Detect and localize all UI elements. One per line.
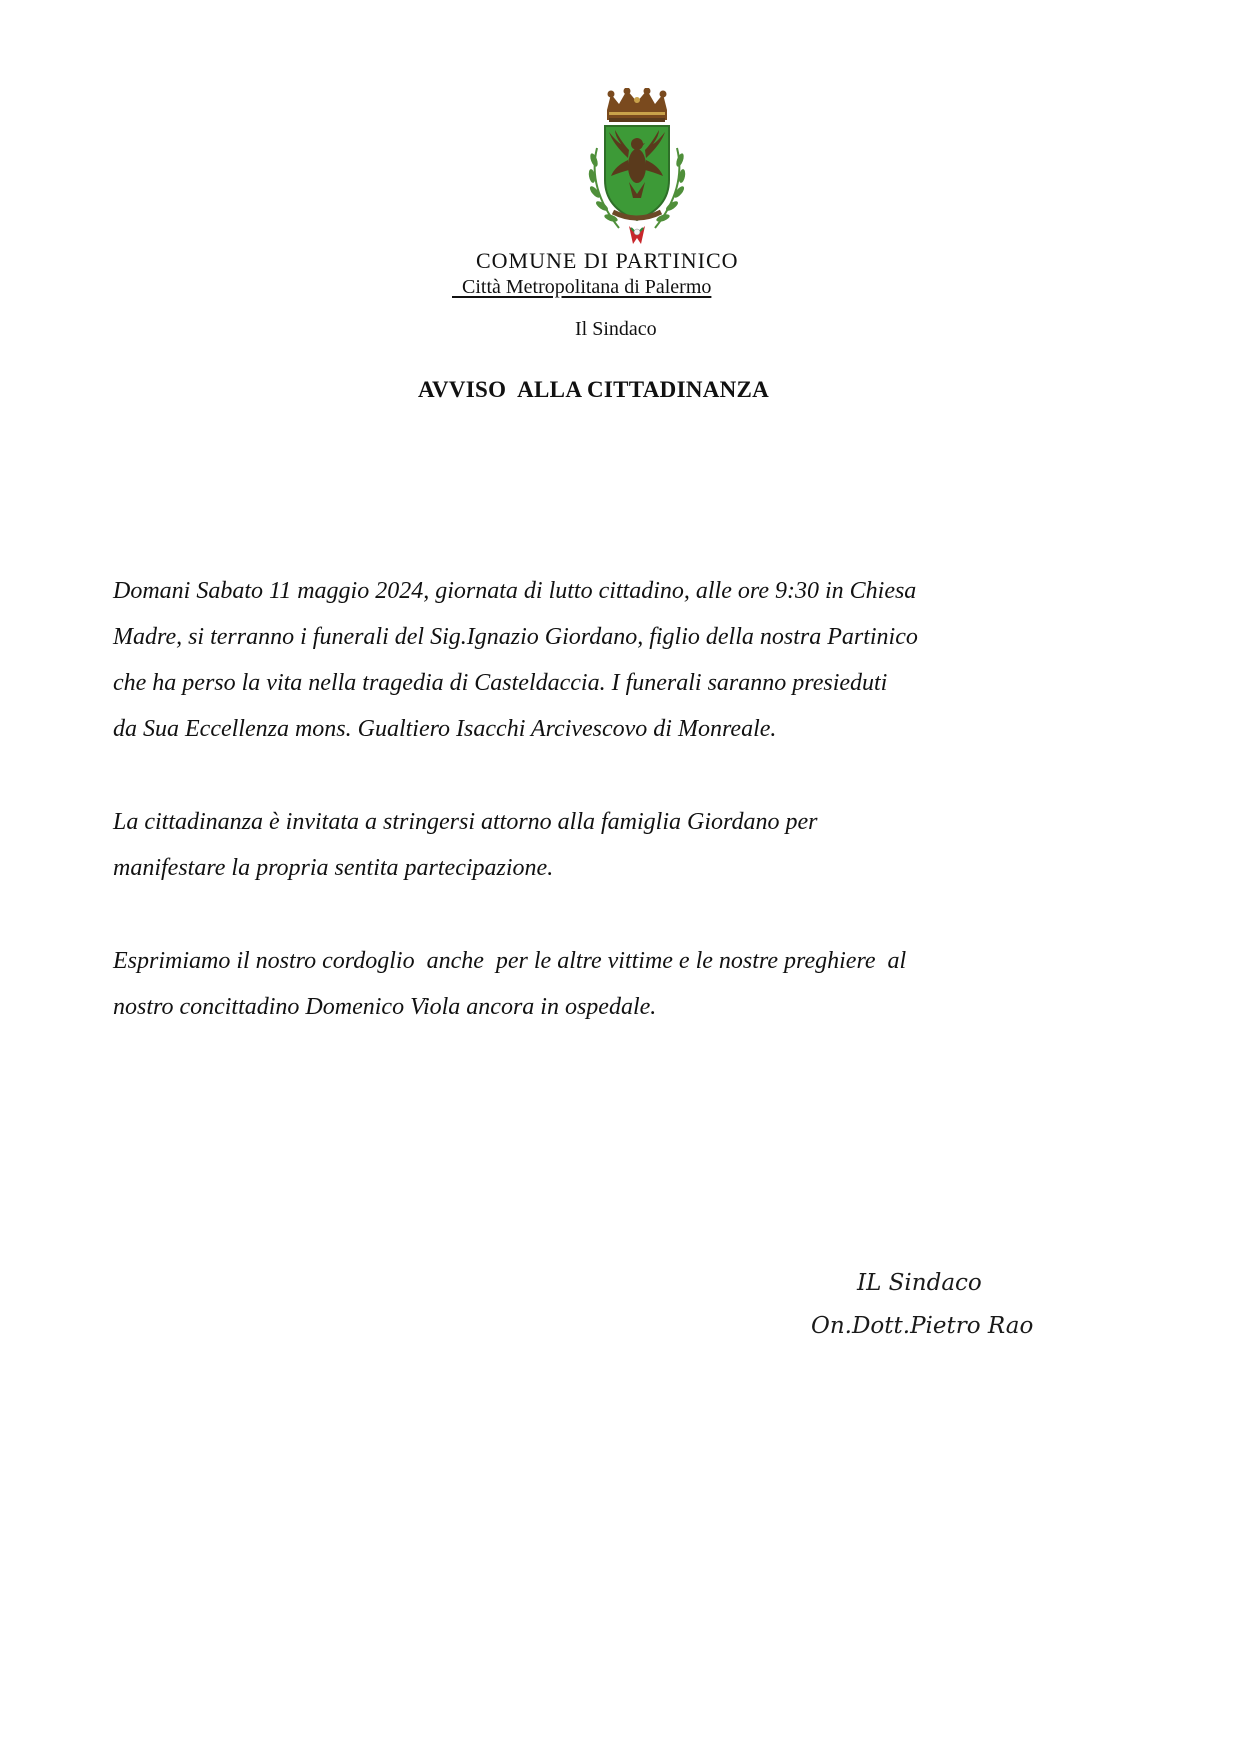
paragraph-funeral [113,568,1113,752]
paragraph-invitation [113,799,1113,891]
signature-role: IL Sindaco [857,1270,982,1296]
text-line: da Sua Eccellenza mons. Gualtiero Isacchi Arcivescovo di Monreale. [113,716,777,742]
text-line: Esprimiamo il nostro cordoglio anche per le altre vittime e le nostre preghiere al [113,948,907,974]
paragraph-condolences [113,938,1113,1030]
coat-of-arms-icon [567,88,707,250]
municipality-name: COMUNE DI PARTINICO [476,248,739,273]
text-line: nostro concittadino Domenico Viola ancora in ospedale. [113,994,657,1020]
ribbon-icon [629,226,645,244]
text-line: manifestare la propria sentita partecipazione. [113,855,554,881]
notice-title: AVVISO ALLA CITTADINANZA [418,377,770,402]
shield-icon [605,126,669,220]
crown-icon [607,88,667,122]
signature-name: On.Dott.Pietro Rao [811,1313,1034,1339]
text-line: che ha perso la vita nella tragedia di Casteldaccia. I funerali saranno presieduti [113,670,888,696]
text-line: Domani Sabato 11 maggio 2024, giornata di lutto cittadino, alle ore 9:30 in Chiesa [113,578,917,604]
office-label: Il Sindaco [575,318,657,340]
municipality-subtitle: Città Metropolitana di Palermo [452,276,712,298]
text-line: La cittadinanza è invitata a stringersi attorno alla famiglia Giordano per [113,809,818,835]
text-line: Madre, si terranno i funerali del Sig.Ignazio Giordano, figlio della nostra Partinico [113,624,918,650]
